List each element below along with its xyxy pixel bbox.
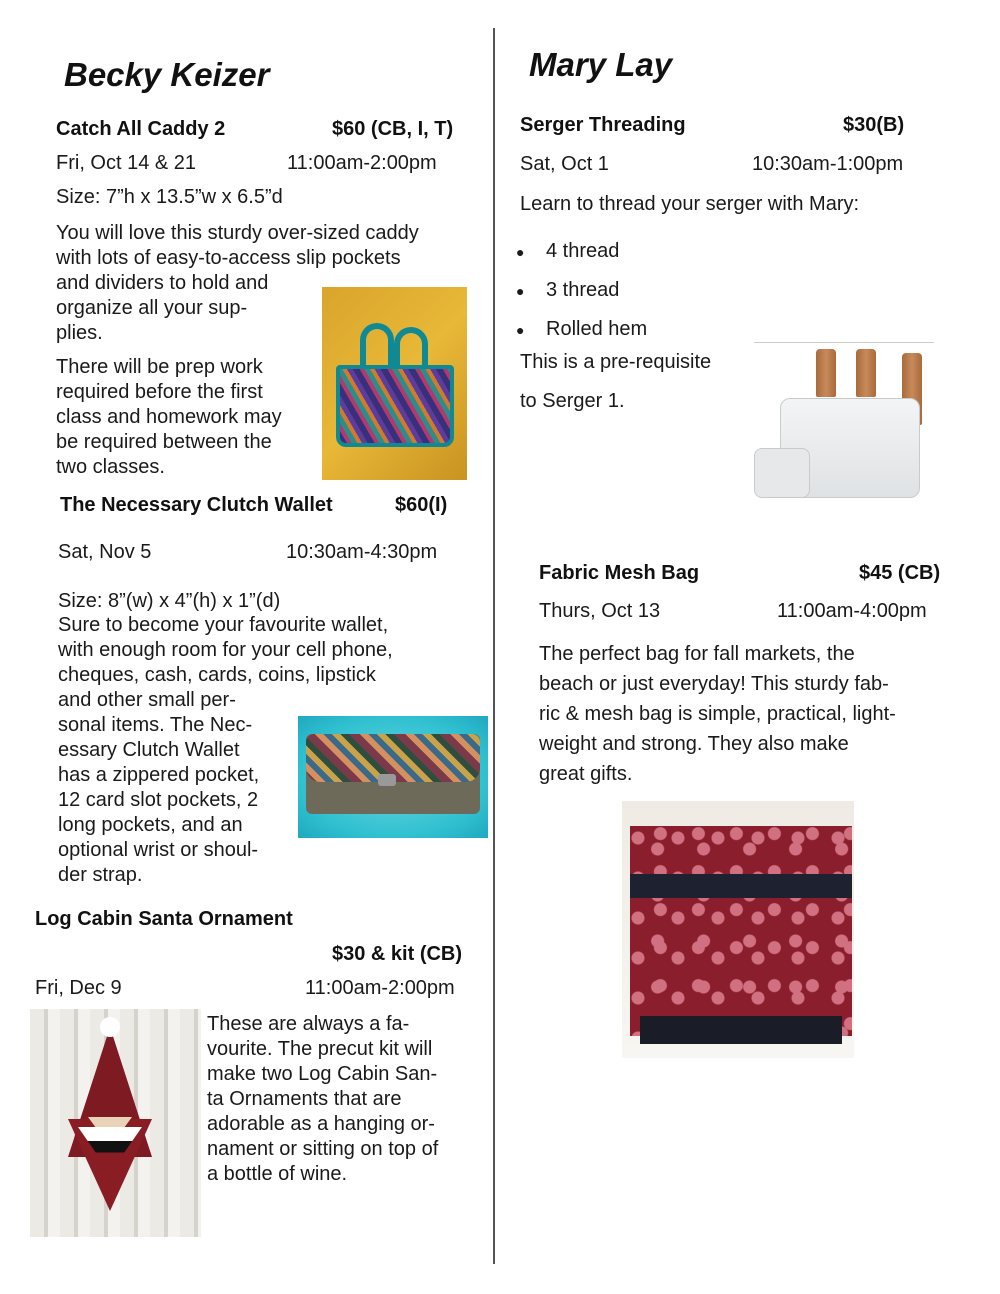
desc-line: There will be prep work xyxy=(56,356,263,378)
class-price: $45 (CB) xyxy=(859,562,941,584)
caddy-bag xyxy=(336,365,454,447)
caddy-photo xyxy=(322,287,467,480)
prerequisite-note-line: This is a pre-requisite xyxy=(520,351,712,373)
class-description-2 xyxy=(56,355,326,480)
desc-line: ta Ornaments that are xyxy=(207,1088,402,1110)
desc-line: be required between the xyxy=(56,431,272,453)
class-date: Fri, Dec 9 xyxy=(35,977,122,999)
class-time: 11:00am-2:00pm xyxy=(287,152,437,174)
thread-spool xyxy=(856,349,876,397)
desc-line: and other small per- xyxy=(58,689,236,711)
desc-line: and dividers to hold and xyxy=(56,272,269,294)
column-divider xyxy=(493,28,495,1264)
class-description xyxy=(207,1012,487,1187)
class-date: Sat, Oct 1 xyxy=(520,153,609,175)
class-price: $30(B) xyxy=(843,114,905,136)
desc-line: adorable as a hanging or- xyxy=(207,1113,435,1135)
desc-line: vourite. The precut kit will xyxy=(207,1038,433,1060)
class-title: Serger Threading xyxy=(520,114,686,136)
list-item: ● 3 thread xyxy=(516,279,620,301)
class-time: 10:30am-4:30pm xyxy=(286,541,438,563)
desc-line: two classes. xyxy=(56,456,165,478)
class-price: $30 & kit (CB) xyxy=(332,943,463,965)
mesh-bag xyxy=(630,826,852,1036)
desc-line: long pockets, and an xyxy=(58,814,243,836)
class-price: $60 (CB, I, T) xyxy=(332,118,454,140)
desc-line: nament or sitting on top of xyxy=(207,1138,439,1160)
desc-line: beach or just everyday! This sturdy fab- xyxy=(539,673,889,695)
prerequisite-note-line: to Serger 1. xyxy=(520,390,625,412)
desc-line: has a zippered pocket, xyxy=(58,764,260,786)
serger-base xyxy=(754,448,810,498)
mesh-bag-photo xyxy=(622,801,854,1058)
desc-line: These are always a fa- xyxy=(207,1013,410,1035)
class-price: $60(I) xyxy=(395,494,448,516)
desc-line: with enough room for your cell phone, xyxy=(58,639,393,661)
class-date: Thurs, Oct 13 xyxy=(539,600,661,622)
class-title: Catch All Caddy 2 xyxy=(56,118,226,140)
class-title: Log Cabin Santa Ornament xyxy=(35,908,293,930)
desc-line: der strap. xyxy=(58,864,143,886)
wallet-photo xyxy=(298,716,488,838)
class-intro: Learn to thread your serger with Mary: xyxy=(520,193,860,215)
class-date: Sat, Nov 5 xyxy=(58,541,152,563)
list-item: ● 4 thread xyxy=(516,240,620,262)
desc-line: essary Clutch Wallet xyxy=(58,739,240,761)
santa-pompom xyxy=(100,1017,120,1037)
desc-line: weight and strong. They also make xyxy=(539,733,849,755)
bullet-icon: ● xyxy=(516,243,525,260)
desc-line: a bottle of wine. xyxy=(207,1163,348,1185)
wallet-clasp xyxy=(378,774,396,786)
thread-spool xyxy=(816,349,836,397)
teacher-name-right: Mary Lay xyxy=(529,46,673,83)
desc-line: 12 card slot pockets, 2 xyxy=(58,789,259,811)
class-title: Fabric Mesh Bag xyxy=(539,562,700,584)
class-time: 11:00am-2:00pm xyxy=(305,977,455,999)
desc-line: organize all your sup- xyxy=(56,297,248,319)
teacher-name-left: Becky Keizer xyxy=(64,56,270,93)
desc-line: with lots of easy-to-access slip pockets xyxy=(56,247,401,269)
bullet-list xyxy=(516,232,647,349)
desc-line: optional wrist or shoul- xyxy=(58,839,259,861)
class-time: 10:30am-1:00pm xyxy=(752,153,904,175)
santa-ornament-photo xyxy=(30,1009,201,1237)
desc-line: required before the first xyxy=(56,381,263,403)
class-date: Fri, Oct 14 & 21 xyxy=(56,152,197,174)
list-item: ● Rolled hem xyxy=(516,318,648,340)
mesh-bag-bottom xyxy=(640,1016,842,1044)
class-time: 11:00am-4:00pm xyxy=(777,600,927,622)
bullet-icon: ● xyxy=(516,282,525,299)
class-description xyxy=(539,639,969,789)
desc-line: You will love this sturdy over-sized caddy xyxy=(56,222,419,244)
serger-photo xyxy=(754,342,934,524)
bullet-icon: ● xyxy=(516,321,525,338)
desc-line: make two Log Cabin San- xyxy=(207,1063,438,1085)
desc-line: great gifts. xyxy=(539,763,633,785)
class-size: Size: 8”(w) x 4”(h) x 1”(d) xyxy=(58,590,281,612)
desc-line: cheques, cash, cards, coins, lipstick xyxy=(58,664,376,686)
class-title: The Necessary Clutch Wallet xyxy=(60,494,333,516)
desc-line: plies. xyxy=(56,322,103,344)
class-size: Size: 7”h x 13.5”w x 6.5”d xyxy=(56,186,283,208)
desc-line: ric & mesh bag is simple, practical, light- xyxy=(539,703,896,725)
mesh-band xyxy=(630,874,852,898)
desc-line: class and homework may xyxy=(56,406,282,428)
desc-line: sonal items. The Nec- xyxy=(58,714,253,736)
desc-line: Sure to become your favourite wallet, xyxy=(58,614,389,636)
desc-line: The perfect bag for fall markets, the xyxy=(539,643,855,665)
